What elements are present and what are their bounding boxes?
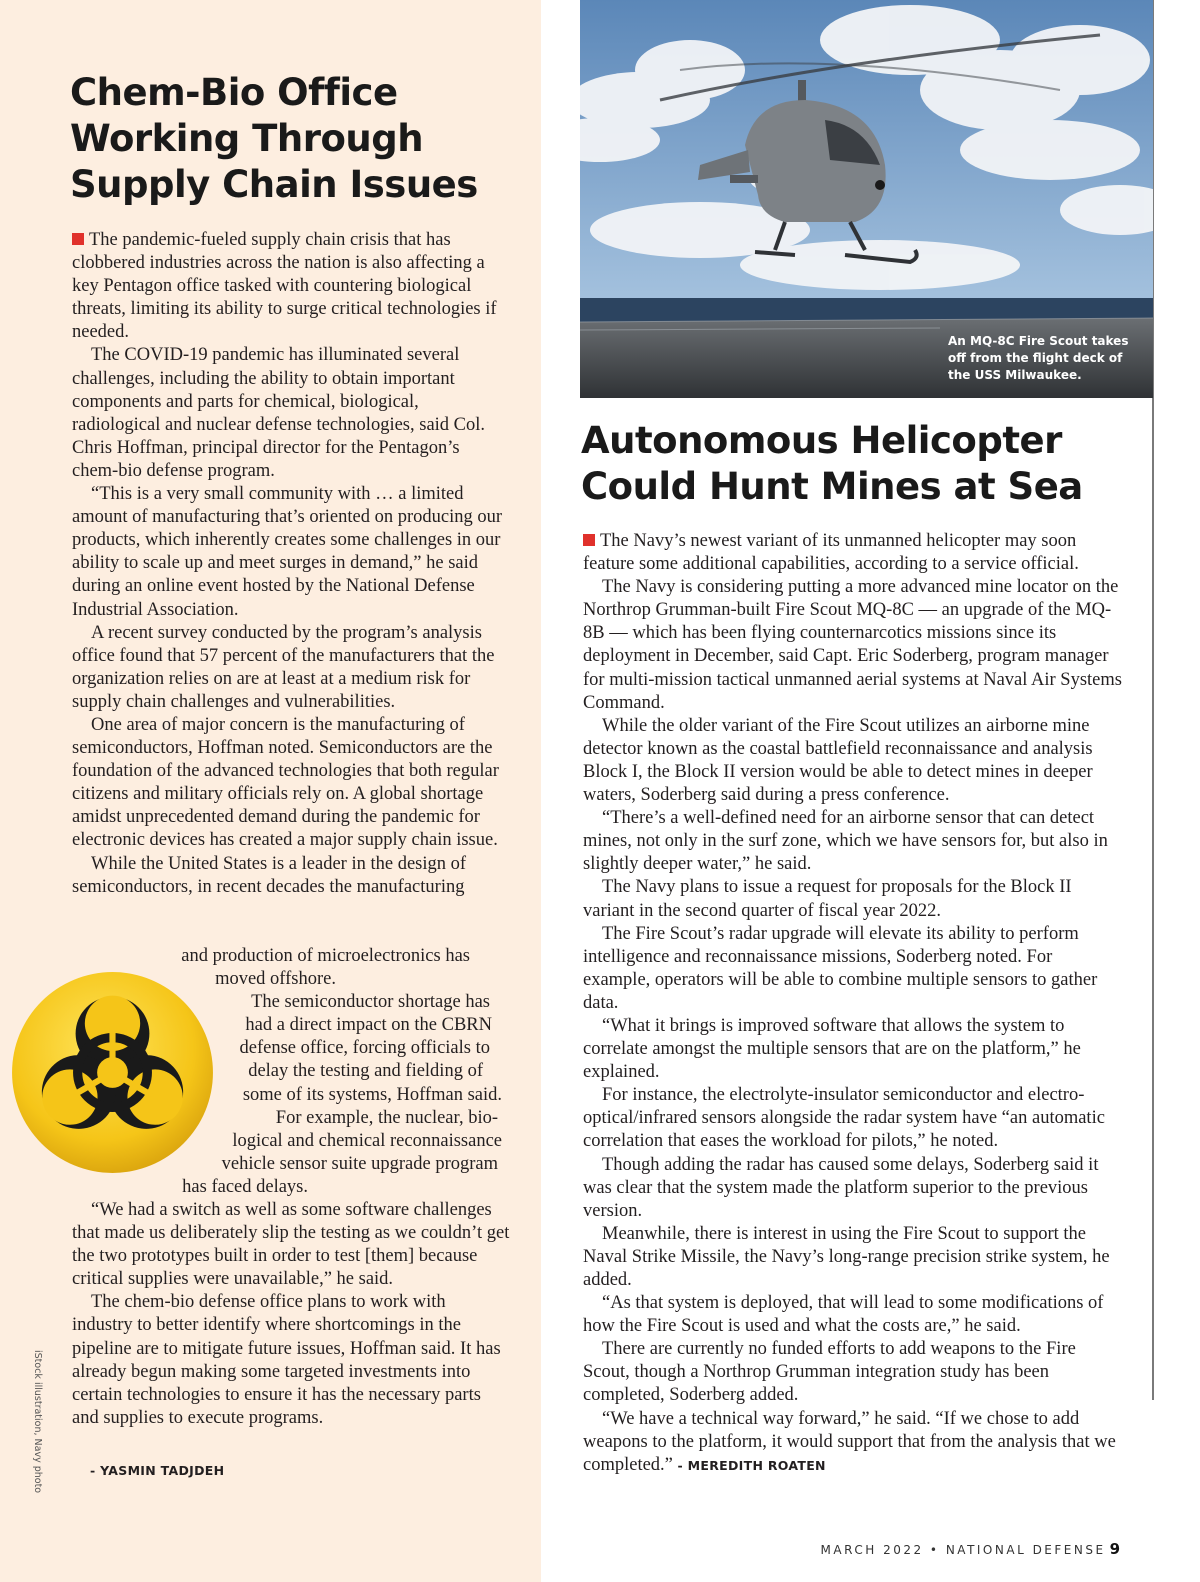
red-square-marker-icon [583, 534, 595, 546]
right-article-byline: - MEREDITH ROATEN [677, 1457, 826, 1473]
left-article-byline: - YASMIN TADJDEH [90, 1463, 225, 1478]
wrap-line: has faced delays. [182, 1176, 308, 1197]
page-footer [821, 1540, 1120, 1558]
wrap-line: moved offshore. [215, 969, 336, 990]
right-paragraph: “What it brings is improved software that allows the system to correlate amongst the multiple sensors that are on the platform,” he explained. [583, 1015, 1081, 1083]
right-paragraph: “As that system is deployed, that will lead to some modifications of how the Fire Scout is used and what the costs are,” he said. [583, 1293, 1104, 1337]
left-paragraph: The COVID-19 pandemic has illuminated several challenges, including the ability to obtain important components and parts for chemical, biological, radiological and nuclear defense technologies, said Col. Chris Hoffman, principal director for the Pentagon’s chem-bio defense program. [72, 345, 486, 481]
wrap-line: vehicle sensor suite upgrade program [221, 1153, 498, 1174]
left-paragraph: A recent survey conducted by the program’s analysis office found that 57 percent of the manufacturers that the organization relies on are at least at a medium risk for supply chain challenges and vulnerabilities. [72, 622, 495, 712]
right-last-paragraph: “We have a technical way forward,” he said. “If we chose to add weapons to the platform, it would support that from the analysis that we completed.” - MEREDITH ROATEN [583, 1408, 1116, 1475]
wrap-line: and production of microelectronics has [181, 946, 470, 966]
left-article-headline: Chem-Bio Office Working Through Supply Chain Issues [70, 71, 478, 206]
left-lead-paragraph: The pandemic-fueled supply chain crisis that has clobbered industries across the nation is also affecting a key Pentagon office tasked with countering biological threats, limiting its ability to surge critical technologies if needed. [72, 230, 497, 343]
right-article-body [583, 530, 1123, 1477]
right-article-headline: Autonomous Helicopter Could Hunt Mines at Sea [581, 419, 1083, 508]
wrap-line: The semiconductor shortage has [251, 992, 490, 1013]
left-article-body-top [72, 229, 510, 899]
page-number: 9 [1109, 1540, 1120, 1558]
right-paragraph: The Navy plans to issue a request for proposals for the Block II variant in the second quarter of fiscal year 2022. [583, 877, 1072, 921]
right-paragraph: For instance, the electrolyte-insulator semiconductor and electro-optical/infrared sensors alongside the radar system have “an automatic correlation that eases the workload for pilots,” he noted. [583, 1085, 1105, 1152]
left-paragraph: The chem-bio defense office plans to work with industry to better identify where shortcomings in the pipeline are to mitigate future issues, Hoffman said. It has already begun making some targeted investments into certain technologies to ensure it has the necessary parts and supplies to execute programs. [72, 1292, 501, 1428]
right-paragraph: There are currently no funded efforts to add weapons to the Fire Scout, though a Northrop Grumman integration study has been completed, Soderberg added. [583, 1339, 1076, 1406]
photo-caption: An MQ-8C Fire Scout takes off from the flight deck of the USS Milwaukee. [948, 334, 1129, 382]
right-paragraph: While the older variant of the Fire Scout utilizes an airborne mine detector known as the coastal battlefield reconnaissance and analysis Block I, the Block II version would be able to detect mines in deeper waters, Soderberg said during a press conference. [583, 715, 1093, 806]
wrap-line: logical and chemical reconnaissance [232, 1130, 502, 1151]
right-paragraph: Meanwhile, there is interest in using the Fire Scout to support the Naval Strike Missile, the Navy’s long-range precision strike system, he added. [583, 1223, 1110, 1290]
left-paragraph: “This is a very small community with … a limited amount of manufacturing that’s oriented on producing our products, which inherently creates some challenges in our ability to scale up and meet surges in demand,” he said during an online event hosted by the National Defense Industrial Association. [72, 484, 503, 620]
left-paragraph: While the United States is a leader in the design of semiconductors, in recent decades the manufacturing [72, 853, 467, 897]
biohazard-icon [10, 970, 215, 1175]
wrap-line: had a direct impact on the CBRN [245, 1015, 492, 1036]
left-paragraph: One area of major concern is the manufacturing of semiconductors, Hoffman noted. Semiconductors are the foundation of the advanced technologies that both regular citizens and military officials rely on. A global shortage amidst unprecedented demand during the pandemic for electronic devices has created a major supply chain issue. [72, 714, 499, 851]
right-paragraph: Though adding the radar has caused some delays, Soderberg said it was clear that the system made the platform superior to the previous version. [583, 1154, 1099, 1221]
wrap-line: For example, the nuclear, bio- [275, 1107, 498, 1128]
wrap-line: defense office, forcing officials to [239, 1038, 490, 1059]
right-paragraph: The Fire Scout’s radar upgrade will elevate its ability to perform intelligence and reconnaissance missions, Soderberg noted. For example, operators will be able to combine multiple sensors to gather data. [583, 923, 1098, 1013]
running-head: MARCH 2022 • NATIONAL DEFENSE [820, 1543, 1106, 1557]
wrap-line: delay the testing and fielding of [248, 1061, 483, 1082]
image-credit: iStock illustration, Navy photo [32, 1350, 43, 1494]
right-paragraph: “There’s a well-defined need for an airborne sensor that can detect mines, not only in the surf zone, which we have sensors for, but also in slightly deeper water,” he said. [583, 808, 1108, 875]
wrap-line: some of its systems, Hoffman said. [242, 1084, 502, 1105]
left-article-body-bottom [72, 1199, 510, 1430]
red-square-marker-icon [72, 233, 84, 245]
right-lead-paragraph: The Navy’s newest variant of its unmanned helicopter may soon feature some additional capabilities, according to a service official. [583, 531, 1079, 575]
left-paragraph: “We had a switch as well as some software challenges that made us deliberately slip the testing as we couldn’t get the two prototypes built in order to test [them] because critical supplies were unavailable,” he said. [72, 1200, 510, 1290]
right-paragraph: The Navy is considering putting a more advanced mine locator on the Northrop Grumman-built Fire Scout MQ-8C — an upgrade of the MQ-8B — which has been flying counternarcotics missions since its deployment in December, said Capt. Eric Soderberg, program manager for multi-mission tactical unmanned aerial systems at Naval Air Systems Command. [583, 577, 1122, 713]
